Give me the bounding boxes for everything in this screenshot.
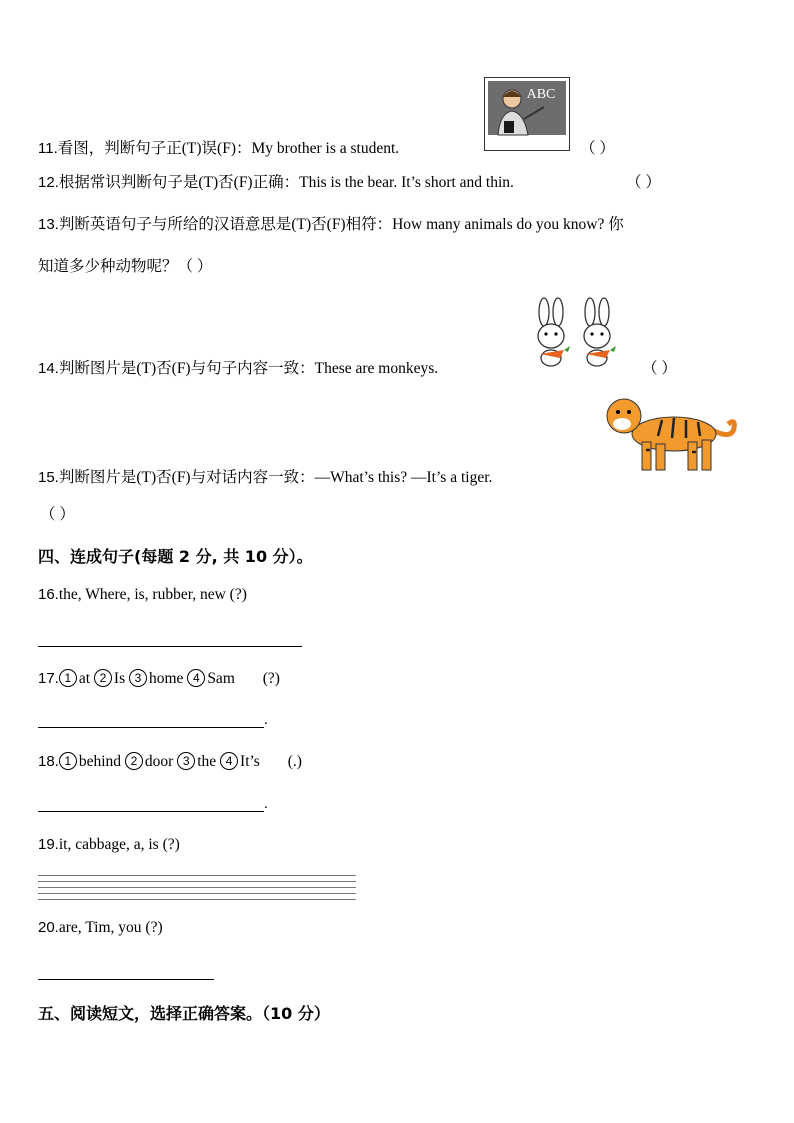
- question-14: [38, 356, 438, 378]
- question-text: the, Where, is, rubber, new (?): [58, 586, 247, 603]
- question-20: [38, 919, 163, 937]
- question-text: 判断图片是(T)否(F)与对话内容一致：—What’s this? —It’s a tiger.: [58, 469, 493, 486]
- question-18: 18. 1 behind 2 door 3 the 4 It’s (.): [38, 753, 302, 770]
- question-16: [38, 586, 247, 604]
- section-five-heading: 五、阅读短文，选择正确答案。（10 分）: [38, 1004, 330, 1023]
- writing-lines-19[interactable]: [38, 870, 356, 900]
- question-number: 14.: [38, 360, 59, 377]
- punctuation-hint: (?): [262, 670, 280, 687]
- question-12: [38, 170, 514, 192]
- question-text: are, Tim, you (?): [58, 919, 163, 936]
- circled-number: 4: [220, 752, 238, 770]
- question-11: [38, 136, 399, 158]
- answer-line-18[interactable]: [38, 811, 264, 812]
- question-text: 判断图片是(T)否(F)与句子内容一致：These are monkeys.: [58, 360, 439, 377]
- answer-line-20[interactable]: [38, 979, 214, 980]
- question-number: 13.: [38, 216, 59, 233]
- circled-number: 4: [187, 669, 205, 687]
- answer-paren-15[interactable]: （ ）: [40, 506, 75, 523]
- question-number: 18.: [38, 753, 59, 770]
- question-text: it, cabbage, a, is (?): [58, 836, 180, 853]
- board-text: ABC: [526, 87, 556, 102]
- question-number: 20.: [38, 919, 59, 936]
- answer-paren-14[interactable]: （ ）: [642, 360, 677, 377]
- circled-number: 2: [94, 669, 112, 687]
- circled-number: 3: [129, 669, 147, 687]
- circled-number: 1: [59, 752, 77, 770]
- question-number: 19.: [38, 836, 59, 853]
- question-text: 看图，判断句子正(T)误(F)：My brother is a student.: [57, 140, 400, 157]
- question-17: 17. 1 at 2 Is 3 home 4 Sam (?): [38, 670, 280, 687]
- answer-line-17[interactable]: [38, 727, 264, 728]
- answer-line-16[interactable]: [38, 646, 302, 647]
- section-four-heading: 四、连成句子(每题 2 分, 共 10 分）。: [38, 547, 313, 566]
- question-number: 15.: [38, 469, 59, 486]
- circled-number: 3: [177, 752, 195, 770]
- question-13: [38, 212, 624, 234]
- teacher-blackboard-image: [484, 77, 570, 151]
- punctuation-hint: (.): [287, 753, 302, 770]
- answer-paren-11[interactable]: （ ）: [580, 140, 615, 157]
- question-13-line2: 知道多少种动物呢？（ ）: [38, 258, 213, 275]
- period: .: [264, 796, 268, 812]
- tiger-image: [602, 390, 740, 476]
- rabbits-image: [530, 296, 622, 368]
- circled-number: 1: [59, 669, 77, 687]
- question-number: 11.: [38, 140, 58, 157]
- question-number: 16.: [38, 586, 59, 603]
- question-19: [38, 836, 180, 854]
- question-text: 判断英语句子与所给的汉语意思是(T)否(F)相符：How many animals do you know? 你: [58, 216, 624, 233]
- question-number: 12.: [38, 174, 59, 191]
- question-15: [38, 465, 492, 487]
- question-text: 根据常识判断句子是(T)否(F)正确：This is the bear. It’s short and thin.: [58, 174, 514, 191]
- circled-number: 2: [125, 752, 143, 770]
- period: .: [264, 712, 268, 728]
- answer-paren-12[interactable]: （ ）: [626, 174, 661, 191]
- question-number: 17.: [38, 670, 59, 687]
